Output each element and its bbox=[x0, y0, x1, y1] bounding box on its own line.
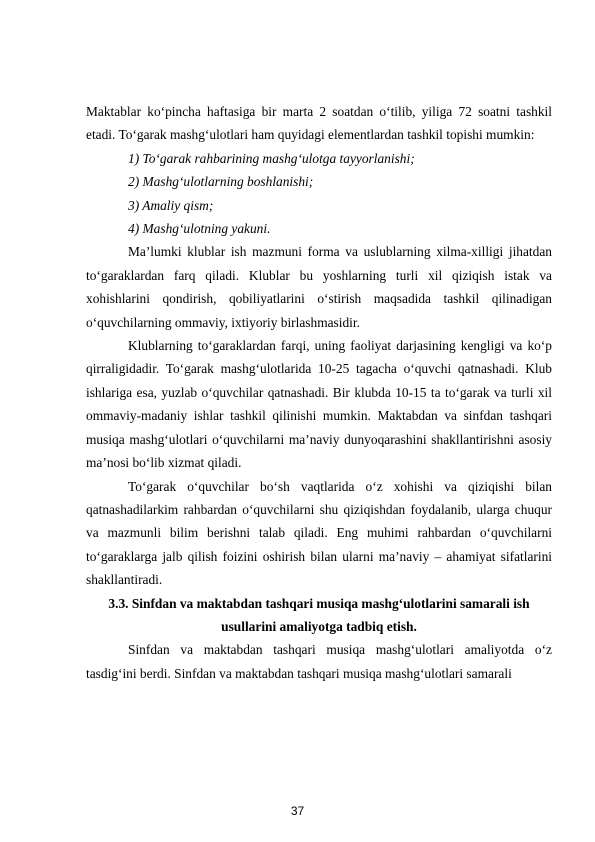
list-item: 2) Mashg‘ulotlarning boshlanishi; bbox=[128, 174, 314, 190]
body-paragraph: Ma’lumki klublar ish mazmuni forma va uslublarning xilma-xilligi jihatdan to‘garaklardan farq qiladi. Klublar bu yoshlarning turli xil qiziqish istak va xohishlarini qondirish, qobiliyatlarini o‘stirish maqsadida tashkil qilinadigan o‘quvchilarning ommaviy, ixtiyoriy birlashmasidir. bbox=[86, 244, 552, 330]
page-body bbox=[86, 100, 552, 685]
intro-paragraph: Maktablar ko‘pincha haftasiga bir marta 2 soatdan o‘tilib, yiliga 72 soatni tashkil etadi. To‘garak mashg‘ulotlari ham quyidagi elementlardan tashkil topishi mumkin: bbox=[86, 104, 552, 143]
body-paragraph: Klublarning to‘garaklardan farqi, uning faoliyat darjasining kengligi va ko‘p qirraligidadir. To‘garak mashg‘ulotlarida 10-25 tagacha o‘quvchi qatnashadi. Klub ishlariga esa, yuzlab o‘quvchilar qatnashadi. Bir klubda 10-15 ta to‘garak va turli xil ommaviy-madaniy ishlar tashkil qilinishi mumkin. Maktabdan va sinfdan tashqari musiqa mashg‘ulotlari o‘quvchilarni ma’naviy dunyoqarashini shakllantirishni asosiy ma’nosi bo‘lib xizmat qiladi. bbox=[86, 338, 552, 471]
section-heading: 3.3. Sinfdan va maktabdan tashqari musiqa mashg‘ulotlarini samarali ish usullarini amaliyotga tadbiq etish. bbox=[108, 595, 530, 634]
list-item: 4) Mashg‘ulotning yakuni. bbox=[128, 221, 271, 237]
body-paragraph: Sinfdan va maktabdan tashqari musiqa mashg‘ulotlari amaliyotda o‘z tasdig‘ini berdi. Sinfdan va maktabdan tashqari musiqa mashg‘ulotlari samarali bbox=[86, 642, 552, 681]
element-list bbox=[86, 147, 552, 241]
page-number: 37 bbox=[290, 804, 305, 818]
list-item: 1) To‘garak rahbarining mashg‘ulotga tayyorlanishi; bbox=[128, 150, 415, 166]
body-paragraph: To‘garak o‘quvchilar bo‘sh vaqtlarida o‘z xohishi va qiziqishi bilan qatnashadilarkim rahbardan o‘quvchilarni shu qiziqishdan foydalanib, ularga chuqur va mazmunli bilim berishni talab qiladi. Eng muhimi rahbardan o‘quvchilarni to‘garaklarga jalb qilish foizini oshirish bilan ularni ma’naviy – ahamiyat sifatlarini shakllantiradi. bbox=[86, 478, 552, 588]
list-item: 3) Amaliy qism; bbox=[128, 197, 214, 213]
